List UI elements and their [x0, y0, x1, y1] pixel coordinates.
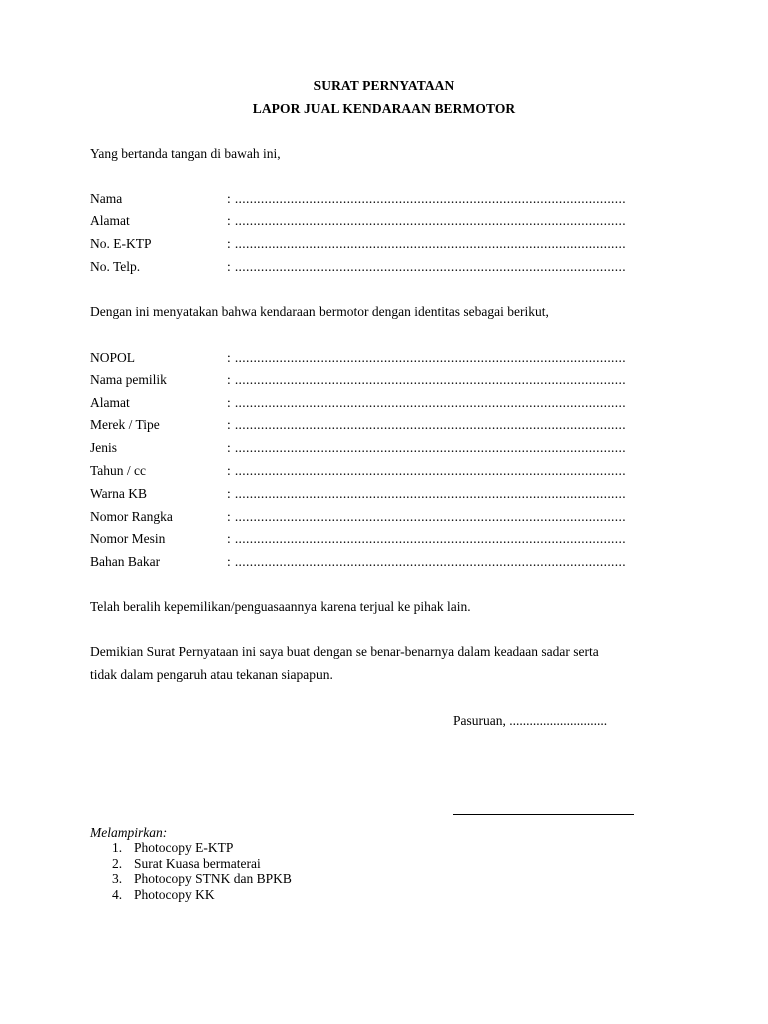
list-item-text: Surat Kuasa bermaterai	[134, 855, 261, 871]
field-label: NOPOL	[90, 350, 136, 365]
statement-text: Dengan ini menyatakan bahwa kendaraan bermotor dengan identitas sebagai berikut,	[90, 304, 549, 319]
field-blank: : .........................................................................................................	[227, 417, 626, 432]
field-blank: : .........................................................................................................	[227, 554, 626, 569]
field-row-telp	[90, 259, 650, 277]
field-blank: : .........................................................................................................	[227, 395, 626, 410]
attachments-list	[112, 840, 292, 902]
field-row-bahan-bakar	[90, 554, 650, 572]
closing-text-line2: tidak dalam pengaruh atau tekanan siapapun.	[90, 667, 333, 682]
field-label: Warna KB	[90, 486, 148, 501]
intro-text: Yang bertanda tangan di bawah ini,	[90, 146, 281, 161]
field-label: Tahun / cc	[90, 463, 147, 478]
signature-line	[453, 814, 634, 815]
field-blank: : .........................................................................................................	[227, 191, 626, 206]
closing-text-line1: Demikian Surat Pernyataan ini saya buat dengan se benar-benarnya dalam keadaan sadar serta	[90, 644, 599, 659]
field-row-jenis	[90, 440, 650, 458]
list-item-number: 4.	[112, 886, 123, 902]
field-blank: : .........................................................................................................	[227, 531, 626, 546]
signature-place-date: Pasuruan, .............................	[453, 713, 608, 728]
field-blank: : .........................................................................................................	[227, 372, 626, 387]
field-row-ektp	[90, 236, 650, 254]
field-label: Nama pemilik	[90, 372, 167, 387]
list-item	[112, 871, 292, 887]
list-item-number: 2.	[112, 855, 123, 871]
document-title: SURAT PERNYATAAN	[313, 78, 455, 93]
field-blank: : .........................................................................................................	[227, 350, 626, 365]
field-row-alamat	[90, 213, 650, 231]
field-row-nama	[90, 191, 650, 209]
field-row-nomor-mesin	[90, 531, 650, 549]
field-label: Alamat	[90, 213, 130, 228]
field-row-tahun-cc	[90, 463, 650, 481]
field-label: Bahan Bakar	[90, 554, 161, 569]
list-item-text: Photocopy KK	[134, 886, 215, 902]
field-label: No. Telp.	[90, 259, 141, 274]
list-item	[112, 840, 292, 856]
transfer-note: Telah beralih kepemilikan/penguasaannya karena terjual ke pihak lain.	[90, 599, 471, 614]
list-item-text: Photocopy STNK dan BPKB	[134, 871, 292, 886]
field-label: Jenis	[90, 440, 117, 455]
field-row-merek-tipe	[90, 417, 650, 435]
document-subtitle: LAPOR JUAL KENDARAAN BERMOTOR	[252, 101, 516, 116]
field-blank: : .........................................................................................................	[227, 259, 626, 274]
field-blank: : .........................................................................................................	[227, 236, 626, 251]
list-item	[112, 856, 292, 872]
list-item-number: 1.	[112, 840, 123, 855]
field-blank: : .........................................................................................................	[227, 486, 626, 501]
field-row-nama-pemilik	[90, 372, 650, 390]
list-item	[112, 887, 292, 903]
field-row-nomor-rangka	[90, 509, 650, 527]
list-item-number: 3.	[112, 871, 123, 886]
field-blank: : .........................................................................................................	[227, 440, 626, 455]
list-item-text: Photocopy E-KTP	[134, 840, 234, 855]
field-label: Nomor Rangka	[90, 509, 173, 524]
field-label: No. E-KTP	[90, 236, 152, 251]
field-label: Nama	[90, 191, 123, 206]
field-label: Alamat	[90, 395, 130, 410]
field-row-nopol	[90, 350, 650, 368]
field-label: Merek / Tipe	[90, 417, 160, 432]
field-label: Nomor Mesin	[90, 531, 166, 546]
attachments-title: Melampirkan:	[90, 825, 168, 840]
field-row-warna-kb	[90, 486, 650, 504]
field-row-alamat-kendaraan	[90, 395, 650, 413]
field-blank: : .........................................................................................................	[227, 463, 626, 478]
field-blank: : .........................................................................................................	[227, 213, 626, 228]
field-blank: : .........................................................................................................	[227, 509, 626, 524]
